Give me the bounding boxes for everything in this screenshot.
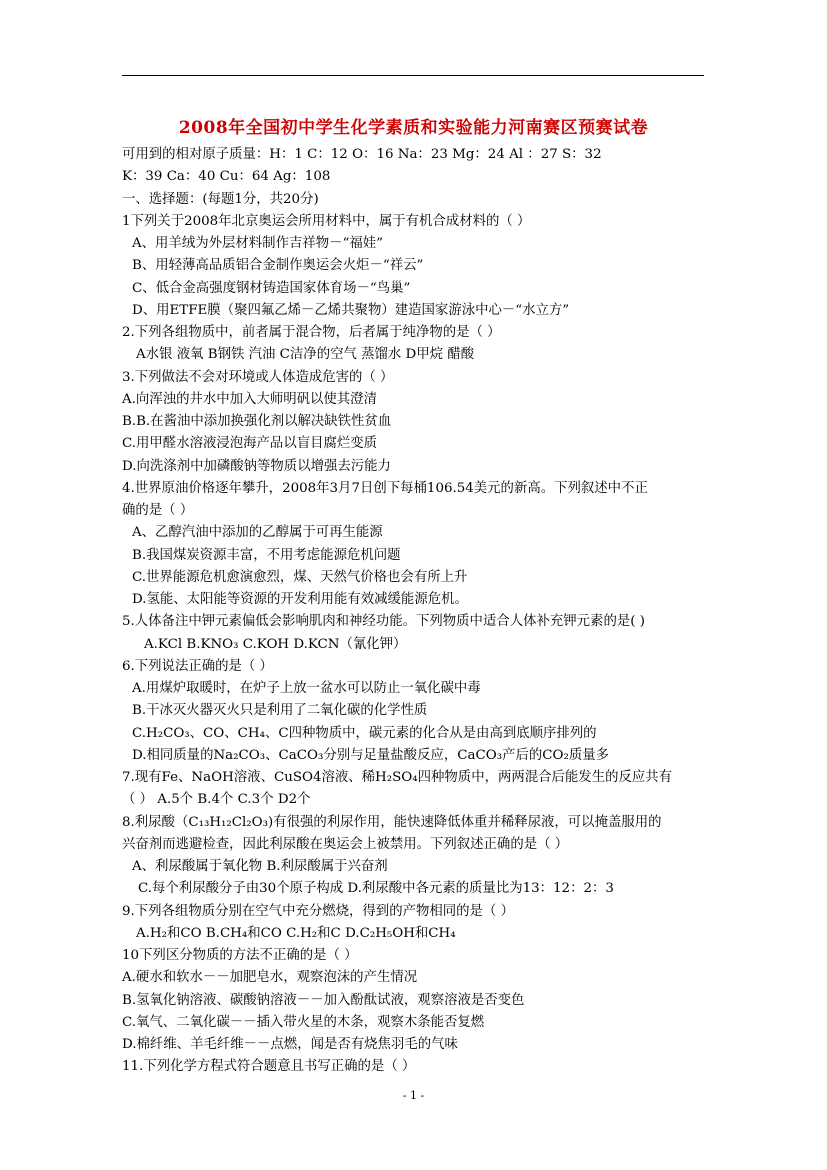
text-line: B.我国煤炭资源丰富，不用考虑能源危机问题 <box>132 547 401 563</box>
text-line: D.棉纤维、羊毛纤维－－点燃，闻是否有烧焦羽毛的气味 <box>122 1037 458 1052</box>
text-line: A.用煤炉取暖时，在炉子上放一盆水可以防止一氧化碳中毒 <box>132 681 481 696</box>
text-line: 1下列关于2008年北京奥运会所用材料中，属于有机合成材料的（ ） <box>122 213 531 229</box>
page-number: - 1 - <box>402 1089 425 1102</box>
text-line: 5.人体备注中钾元素偏低会影响肌肉和神经功能。下列物质中适合人体补充钾元素的是( ) <box>122 614 645 630</box>
text-line: 10下列区分物质的方法不正确的是（ ） <box>122 948 358 963</box>
text-line: A.向浑浊的井水中加入大师明矾以使其澄清 <box>122 391 377 407</box>
text-line: A、乙醇汽油中添加的乙醇属于可再生能源 <box>132 525 383 541</box>
text-line: 兴奋剂而逃避检查，因此利尿酸在奥运会上被禁用。下列叙述正确的是（ ） <box>122 836 569 852</box>
text-line: 可用到的相对原子质量：H：1 C：12 O：16 Na：23 Mg：24 Al ：27 S：32 <box>122 147 602 162</box>
text-line: C.氧气、二氧化碳－－插入带火星的木条，观察木条能否复燃 <box>122 1014 485 1030</box>
text-line: A、用羊绒为外层材料制作吉祥物－“福娃” <box>132 236 384 251</box>
text-line: A.H₂和CO B.CH₄和CO C.H₂和C D.C₂H₅OH和CH₄ <box>136 925 456 941</box>
text-line: C.每个利尿酸分子由30个原子构成 D.利尿酸中各元素的质量比为13：12：2：3 <box>138 881 614 897</box>
text-line: C、低合金高强度钢材铸造国家体育场－“鸟巢” <box>132 280 411 296</box>
text-line: B、用轻薄高品质铝合金制作奥运会火炬－“祥云” <box>132 258 424 274</box>
text-line: D.向洗涤剂中加磷酸钠等物质以增强去污能力 <box>122 458 391 474</box>
text-line: B.干冰灭火器灭火只是利用了二氧化碳的化学性质 <box>132 703 428 719</box>
text-line: A.硬水和软水－－加肥皂水，观察泡沫的产生情况 <box>122 970 418 986</box>
text-line: K：39 Ca：40 Cu：64 Ag：108 <box>122 169 331 185</box>
text-line: 9.下列各组物质分别在空气中充分燃烧，得到的产物相同的是（ ） <box>122 903 514 919</box>
text-line: C.用甲醛水溶液浸泡海产品以盲目腐烂变质 <box>122 436 378 452</box>
text-line: 一、选择题：(每题1分，共20分) <box>122 191 319 207</box>
text-line: A.KCl B.KNO₃ C.KOH D.KCN（氰化钾） <box>144 636 407 652</box>
text-line: 8.利尿酸（C₁₃H₁₂Cl₂O₃)有很强的利尿作用，能快速降低体重并稀释尿液，可以掩盖服用的 <box>122 814 662 830</box>
text-line: 4.世界原油价格逐年攀升，2008年3月7日创下每桶106.54美元的新高。下列叙述中不正 <box>122 480 648 496</box>
text-line: A、利尿酸属于氧化物 B.利尿酸属于兴奋剂 <box>132 859 388 874</box>
text-line: A水银 液氧 B钢铁 汽油 C洁净的空气 蒸馏水 D甲烷 醋酸 <box>136 347 475 363</box>
text-line: D.氢能、太阳能等资源的开发利用能有效减缓能源危机。 <box>132 592 468 607</box>
document-title: 2008年全国初中学生化学素质和实验能力河南赛区预赛试卷 <box>178 118 649 138</box>
header-rule <box>122 75 704 76</box>
text-line: 确的是（ ） <box>122 503 194 518</box>
text-line: C.H₂CO₃、CO、CH₄、C四种物质中，碳元素的化合从是由高到底顺序排列的 <box>132 725 597 741</box>
text-line: D.相同质量的Na₂CO₃、CaCO₃分别与足量盐酸反应，CaCO₃产后的CO₂质量多 <box>132 747 609 763</box>
text-line: 6.下列说法正确的是（ ） <box>122 658 273 674</box>
text-line: 2.下列各组物质中，前者属于混合物，后者属于纯净物的是（ ） <box>122 325 501 340</box>
text-line: （ ） A.5个 B.4个 C.3个 D2个 <box>122 792 311 808</box>
text-line: B.B.在酱油中添加换强化剂以解决缺铁性贫血 <box>122 414 392 429</box>
text-line: B.氢氧化钠溶液、碳酸钠溶液－－加入酚酞试液，观察溶液是否变色 <box>122 992 525 1008</box>
text-line: 7.现有Fe、NaOH溶液、CuSO4溶液、稀H₂SO₄四种物质中，两两混合后能发生的反应共有 <box>122 770 673 785</box>
text-line: 3.下列做法不会对环境或人体造成危害的（ ） <box>122 369 394 385</box>
text-line: C.世界能源危机愈演愈烈，煤、天然气价格也会有所上升 <box>132 569 468 585</box>
text-line: D、用ETFE膜（聚四氟乙烯－乙烯共聚物）建造国家游泳中心－“水立方” <box>132 302 570 318</box>
exam-body <box>122 144 712 1079</box>
text-line: 11.下列化学方程式符合题意且书写正确的是（ ） <box>122 1059 416 1075</box>
